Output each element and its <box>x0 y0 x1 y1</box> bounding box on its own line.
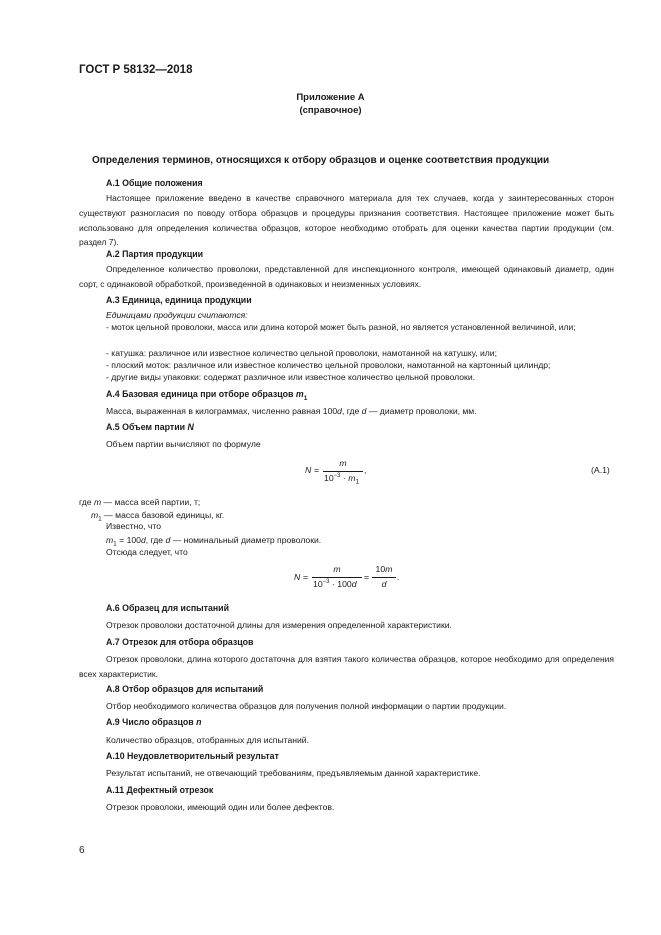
formula-number: (А.1) <box>591 465 610 475</box>
section-a3-item: - моток цельной проволоки, масса или длина которой может быть разной, но является установленной величиной, или; <box>106 322 576 332</box>
section-a10-text: Результат испытаний, не отвечающий требованиям, предъявляемым данной характеристике. <box>106 768 481 778</box>
section-a6-heading: А.6 Образец для испытаний <box>106 603 229 613</box>
section-a9-text: Количество образцов, отобранных для испытаний. <box>106 735 309 745</box>
section-a2-text: Определенное количество проволоки, представленной для инспекционного контроля, имеющей одинаковый диаметр, один сорт, с одинаковой обработкой, произведенной в одинаковых и неизменных условиях. <box>79 264 614 289</box>
document-code: ГОСТ Р 58132—2018 <box>79 64 193 76</box>
section-a8-heading: А.8 Отбор образцов для испытаний <box>106 684 264 694</box>
follows-text: Отсюда следует, что <box>106 547 188 557</box>
appendix-subtitle: (справочное) <box>299 105 362 116</box>
section-a4-heading: А.4 Базовая единица при отборе образцов $m_1$ <box>106 389 308 402</box>
section-a7-text: Отрезок проволоки, длина которого достаточна для взятия такого количества образцов, которое необходимо для определения всех характеристик. <box>79 654 614 679</box>
section-a3-item: - катушка: различное или известное количество цельной проволоки, намотанной на катушку, или; <box>106 348 497 358</box>
appendix-title: Приложение А <box>296 92 365 103</box>
section-a3-intro: Единицами продукции считаются: <box>106 310 248 320</box>
section-a3-item: - плоский моток: различное или известное количество цельной проволоки, намотанной на картонный цилиндр; <box>106 360 551 370</box>
known-text: Известно, что <box>106 521 161 531</box>
section-a4-text: Масса, выраженная в килограммах, численно равная 100d, где d — диаметр проволоки, мм. <box>106 406 477 416</box>
section-a11-text: Отрезок проволоки, имеющий один или более дефектов. <box>106 802 335 812</box>
main-title: Определения терминов, относящихся к отбору образцов и оценке соответствия продукции <box>92 155 550 166</box>
section-a5-heading: А.5 Объем партии N <box>106 422 194 432</box>
section-a5-text: Объем партии вычисляют по формуле <box>106 439 261 449</box>
page-number: 6 <box>79 845 85 856</box>
where-line: где m — масса всей партии, т; <box>79 497 201 507</box>
section-a8-text: Отбор необходимого количества образцов для получения полной информации о партии продукции. <box>106 701 507 711</box>
section-a6-text: Отрезок проволоки достаточной длины для измерения определенной характеристики. <box>106 620 452 630</box>
known-equation: $m_1 = 100d$, где d — номинальный диаметр проволоки. <box>106 535 322 548</box>
section-a10-heading: А.10 Неудовлетворительный результат <box>106 751 279 761</box>
section-a1-text: Настоящее приложение введено в качестве справочного материала для тех случаев, когда у заинтересованных сторон существуют разногласия по поводу отбора образцов и процедуры признания соответствия. Настоящее приложение может быть использовано для определения количества образцов, которое необходимо отобрать для оценки качества партии продукции (см. раздел 7). <box>79 193 614 248</box>
where-line: $m_1$ — масса базовой единицы, кг. <box>91 510 225 523</box>
section-a11-heading: А.11 Дефектный отрезок <box>106 785 214 795</box>
section-a3-heading: А.3 Единица, единица продукции <box>106 295 252 305</box>
section-a3-item: - другие виды упаковки: содержат различное или известное количество цельной проволоки. <box>106 372 476 382</box>
section-a7-heading: А.7 Отрезок для отбора образцов <box>106 637 254 647</box>
section-a9-heading: А.9 Число образцов n <box>106 717 202 727</box>
section-a1-heading: А.1 Общие положения <box>106 178 203 188</box>
section-a2-heading: А.2 Партия продукции <box>106 249 204 259</box>
